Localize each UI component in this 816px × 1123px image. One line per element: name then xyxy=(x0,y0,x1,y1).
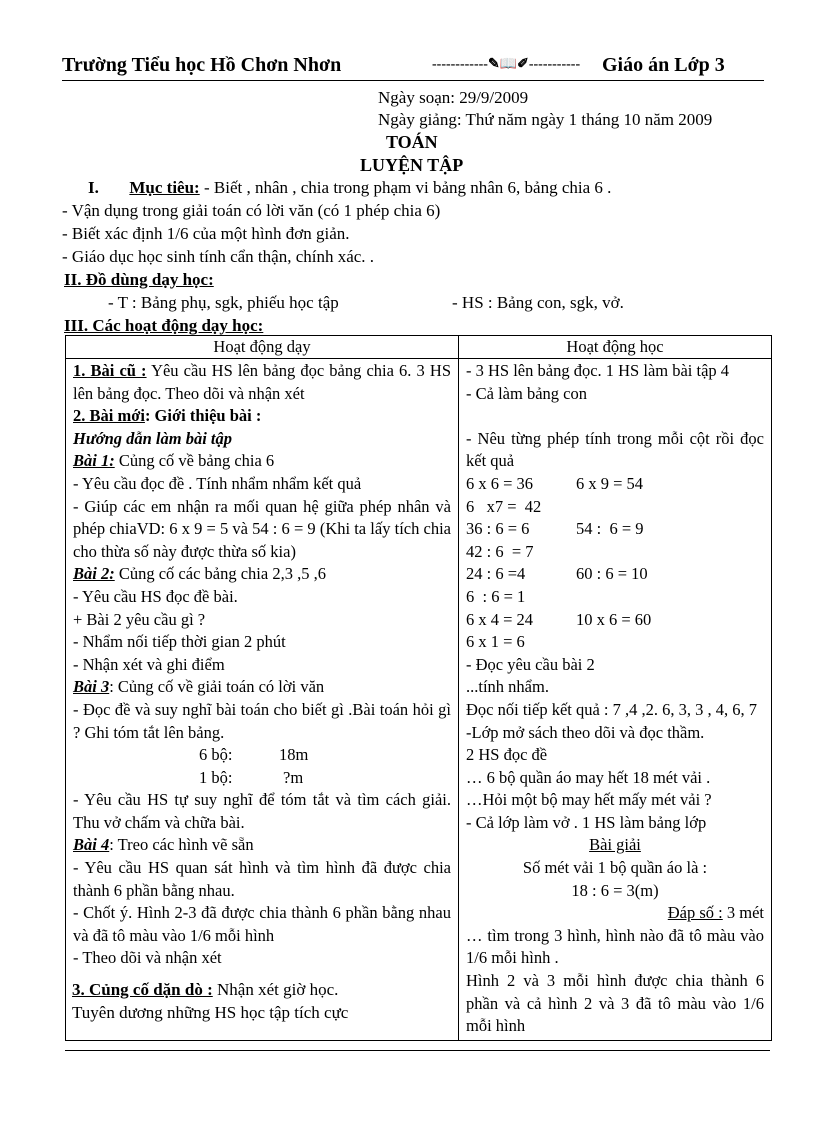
answer-value: 3 mét xyxy=(722,903,764,923)
closing-label: 3. Củng cố dặn dò : xyxy=(72,980,213,999)
teacher-line: - Đọc đề và suy nghĩ bài toán cho biết gì .Bài toán hỏi gì ? Ghi tóm tắt lên bảng. xyxy=(73,699,451,742)
calc-cell: 60 : 6 = 10 xyxy=(576,564,648,584)
exercise-3-title: : Củng cố về giải toán có lời văn xyxy=(109,677,325,697)
footer-rule xyxy=(65,1050,770,1051)
closing-line: Tuyên dương những HS học tập tích cực xyxy=(72,1003,349,1022)
student-line: Hình 2 và 3 mỗi hình được chia thành 6 phần và cả hình 2 và 3 đã tô màu vào 1/6 mỗi hình xyxy=(466,971,764,1036)
summary-row xyxy=(73,767,451,790)
calc-cell: 6 : 6 = 1 xyxy=(466,586,526,606)
new-lesson-label: 2. Bài mới xyxy=(73,406,145,426)
solution-answer xyxy=(466,902,764,925)
teacher-line: - Giúp các em nhận ra mối quan hệ giữa phép nhân và phép chiaVD: 6 x 9 = 5 và 54 : 6 = 9 (Khi ta lấy tích chia cho thừa số này được thừa số kia) xyxy=(73,496,451,561)
objective-line: - Biết xác định 1/6 của một hình đơn giản. xyxy=(62,224,350,243)
old-lesson-label: 1. Bài cũ : xyxy=(73,361,147,380)
objectives-label: Mục tiêu: xyxy=(129,178,200,197)
objectives-heading xyxy=(88,178,611,198)
student-line: … 6 bộ quần áo may hết 18 mét vải . xyxy=(466,767,711,787)
answer-label: Đáp số : xyxy=(667,903,723,923)
calc-cell: 6 x7 = 42 xyxy=(466,496,542,516)
closing-text: Nhận xét giờ học. xyxy=(212,980,339,999)
calc-cell: 6 x 4 = 24 xyxy=(466,609,534,629)
student-line: 2 HS đọc đề xyxy=(466,745,548,765)
materials-heading: II. Đồ dùng dạy học: xyxy=(64,270,214,289)
calc-cell: 6 x 6 = 36 xyxy=(466,473,534,493)
teacher-line: - Chốt ý. Hình 2-3 đã được chia thành 6 phần bằng nhau và đã tô màu vào 1/6 mỗi hình xyxy=(73,903,451,945)
summary-row xyxy=(73,744,451,767)
student-line: …Hỏi một bộ may hết mấy mét vải ? xyxy=(466,790,712,810)
lesson-title: LUYỆN TẬP xyxy=(360,155,464,175)
exercise-2-title: Củng cố các bảng chia 2,3 ,5 ,6 xyxy=(114,564,326,584)
materials-student: - HS : Bảng con, sgk, vở. xyxy=(452,293,624,312)
materials-teacher: - T : Bảng phụ, sgk, phiếu học tập xyxy=(108,293,339,312)
exercise-1-label: Bài 1: xyxy=(73,451,115,471)
objectives-number: I. xyxy=(88,178,99,197)
summary-label: 1 bộ: xyxy=(199,767,233,787)
calc-row xyxy=(466,609,764,654)
new-lesson-text: : Giới thiệu bài : xyxy=(144,406,262,426)
calc-cell: 54 : 6 = 9 xyxy=(576,519,644,539)
header-rule xyxy=(62,80,764,81)
calc-cell: 6 x 1 = 6 xyxy=(466,632,525,652)
exercise-2-heading xyxy=(73,563,451,586)
objective-line: - Vận dụng trong giải toán có lời văn (có 1 phép chia 6) xyxy=(62,201,441,220)
subject-title: TOÁN xyxy=(386,132,438,152)
summary-label: 6 bộ: xyxy=(199,745,233,765)
teacher-line: - Yêu cầu đọc đề . Tính nhẩm nhẩm kết quả xyxy=(73,473,362,493)
activities-heading: III. Các hoạt động dạy học: xyxy=(64,316,264,335)
student-line: - Đọc yêu cầu bài 2 xyxy=(466,654,595,674)
teacher-line: - Theo dõi và nhận xét xyxy=(73,948,222,968)
grade-label: Giáo án Lớp 3 xyxy=(602,54,725,76)
student-line: - Cả lớp làm vở . 1 HS làm bảng lớp xyxy=(466,812,707,832)
exercise-4-label: Bài 4 xyxy=(73,835,110,855)
new-lesson xyxy=(73,405,451,428)
activities-table xyxy=(65,335,772,1041)
exercise-2-label: Bài 2: xyxy=(73,564,115,584)
objective-line: - Giáo dục học sinh tính cẩn thận, chính xác. . xyxy=(62,247,375,266)
page-header xyxy=(62,52,762,82)
calc-row xyxy=(466,563,764,608)
student-activities xyxy=(459,359,772,1041)
calc-cell: 6 x 9 = 54 xyxy=(576,473,644,493)
teacher-line: + Bài 2 yêu cầu gì ? xyxy=(73,609,206,629)
teacher-line: - Yêu cầu HS đọc đề bài. xyxy=(73,586,238,606)
student-line: - 3 HS lên bảng đọc. 1 HS làm bài tập 4 xyxy=(466,361,730,380)
col-header-teacher: Hoạt động dạy xyxy=(66,336,459,359)
student-line: - Nêu từng phép tính trong mỗi cột rồi đọc kết quả xyxy=(466,428,764,471)
solution-line: Số mét vải 1 bộ quần áo là : xyxy=(522,858,708,878)
teacher-activities xyxy=(66,359,459,1041)
teacher-line: - Yêu cầu HS tự suy nghĩ để tóm tắt và tìm cách giải. Thu vở chấm và chữa bài. xyxy=(73,790,451,832)
student-line: ...tính nhẩm. xyxy=(466,677,549,697)
exercise-3-heading xyxy=(73,676,451,699)
solution-line: 18 : 6 = 3(m) xyxy=(571,880,659,900)
old-lesson xyxy=(73,360,451,405)
calc-grid xyxy=(466,473,764,654)
closing-heading xyxy=(72,980,338,1000)
exercise-3-label: Bài 3 xyxy=(73,677,110,697)
teacher-line: - Yêu cầu HS quan sát hình và tìm hình đã được chia thành 6 phần bằng nhau. xyxy=(73,858,451,900)
calc-cell: 10 x 6 = 60 xyxy=(576,609,652,629)
exercise-4-heading xyxy=(73,834,451,857)
exercise-1-heading xyxy=(73,450,451,473)
col-header-student: Hoạt động học xyxy=(459,336,772,359)
exercise-4-title: : Treo các hình vẽ sẵn xyxy=(109,835,254,855)
calc-cell: 42 : 6 = 7 xyxy=(466,541,534,561)
teacher-line: - Nhận xét và ghi điểm xyxy=(73,654,225,674)
date-prepared: Ngày soạn: 29/9/2009 xyxy=(378,88,529,107)
calc-cell: 24 : 6 =4 xyxy=(466,564,526,584)
summary-value: 18m xyxy=(279,745,309,765)
guide-heading: Hướng dẫn làm bài tập xyxy=(73,428,233,448)
calc-cell: 36 : 6 = 6 xyxy=(466,519,530,539)
teacher-line: - Nhẩm nối tiếp thời gian 2 phút xyxy=(73,632,286,652)
student-line: … tìm trong 3 hình, hình nào đã tô màu vào 1/6 mỗi hình . xyxy=(466,925,764,968)
date-taught: Ngày giảng: Thứ năm ngày 1 tháng 10 năm 2009 xyxy=(378,110,713,129)
summary-value: ?m xyxy=(283,767,304,787)
exercise-1-title: Củng cố về bảng chia 6 xyxy=(114,451,275,471)
student-line: -Lớp mở sách theo dõi và đọc thầm. xyxy=(466,722,705,742)
header-ornament: ------------✎📖✐----------- xyxy=(432,57,581,72)
student-line: Đọc nối tiếp kết quả : 7 ,4 ,2. 6, 3, 3 , 4, 6, 7 xyxy=(466,699,758,719)
objectives-text: - Biết , nhân , chia trong phạm vi bảng nhân 6, bảng chia 6 . xyxy=(199,178,612,197)
school-name: Trường Tiểu học Hồ Chơn Nhơn xyxy=(62,54,342,76)
student-line: - Cả làm bảng con xyxy=(466,383,587,403)
calc-row xyxy=(466,518,764,563)
solution-heading: Bài giải xyxy=(589,835,641,855)
calc-row xyxy=(466,473,764,518)
old-lesson-text: Yêu cầu HS lên bảng đọc bảng chia 6. 3 HS lên bảng đọc. Theo dõi và nhận xét xyxy=(73,361,451,403)
